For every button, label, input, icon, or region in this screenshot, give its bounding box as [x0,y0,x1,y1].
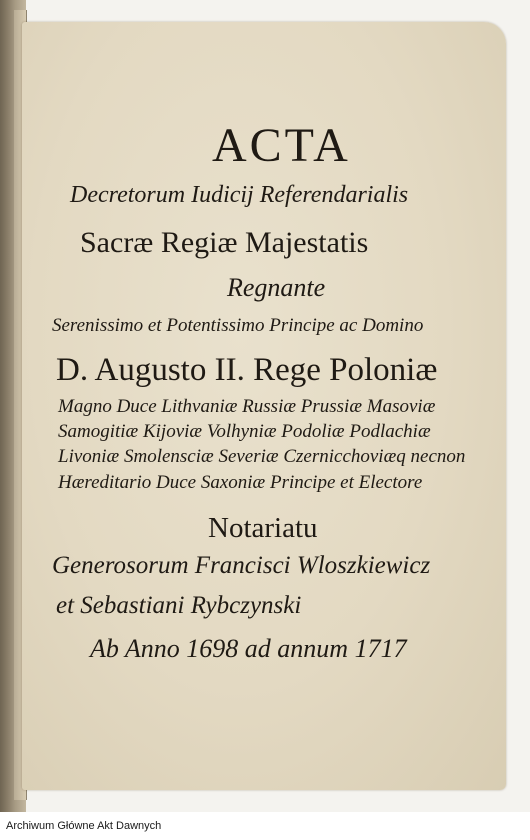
archive-credit: Archiwum Główne Akt Dawnych [6,820,162,832]
title-line-augusto: D. Augusto II. Rege Poloniæ [56,352,438,388]
title-line-ab-anno: Ab Anno 1698 ad annum 1717 [90,634,407,663]
title-line-generosorum: Generosorum Francisci Wloszkiewicz [52,552,431,579]
title-line-serenissimo: Serenissimo et Potentissimo Principe ac Domino [52,315,424,336]
title-line-magno-duce: Magno Duce Lithvaniæ Russiæ Prussiæ Masoviæ [58,396,436,417]
title-line-regnante: Regnante [227,273,326,302]
title-line-sebastiani: et Sebastiani Rybczynski [56,592,302,619]
footer-bar [0,812,530,840]
title-line-haereditario: Hæreditario Duce Saxoniæ Principe et Electore [58,472,423,493]
manuscript-page [22,22,506,790]
title-line-decretorum: Decretorum Iudicij Referendarialis [70,182,409,208]
title-line-samogitiae: Samogitiæ Kijoviæ Volhyniæ Podoliæ Podlachiæ [58,421,431,442]
title-line-livoniae: Livoniæ Smolensciæ Severiæ Czernicchoviæq necnon [58,446,466,467]
title-line-notariatu: Notariatu [208,512,318,544]
document-title: ACTA [212,119,351,172]
title-line-sacrae: Sacræ Regiæ Majestatis [80,226,369,259]
